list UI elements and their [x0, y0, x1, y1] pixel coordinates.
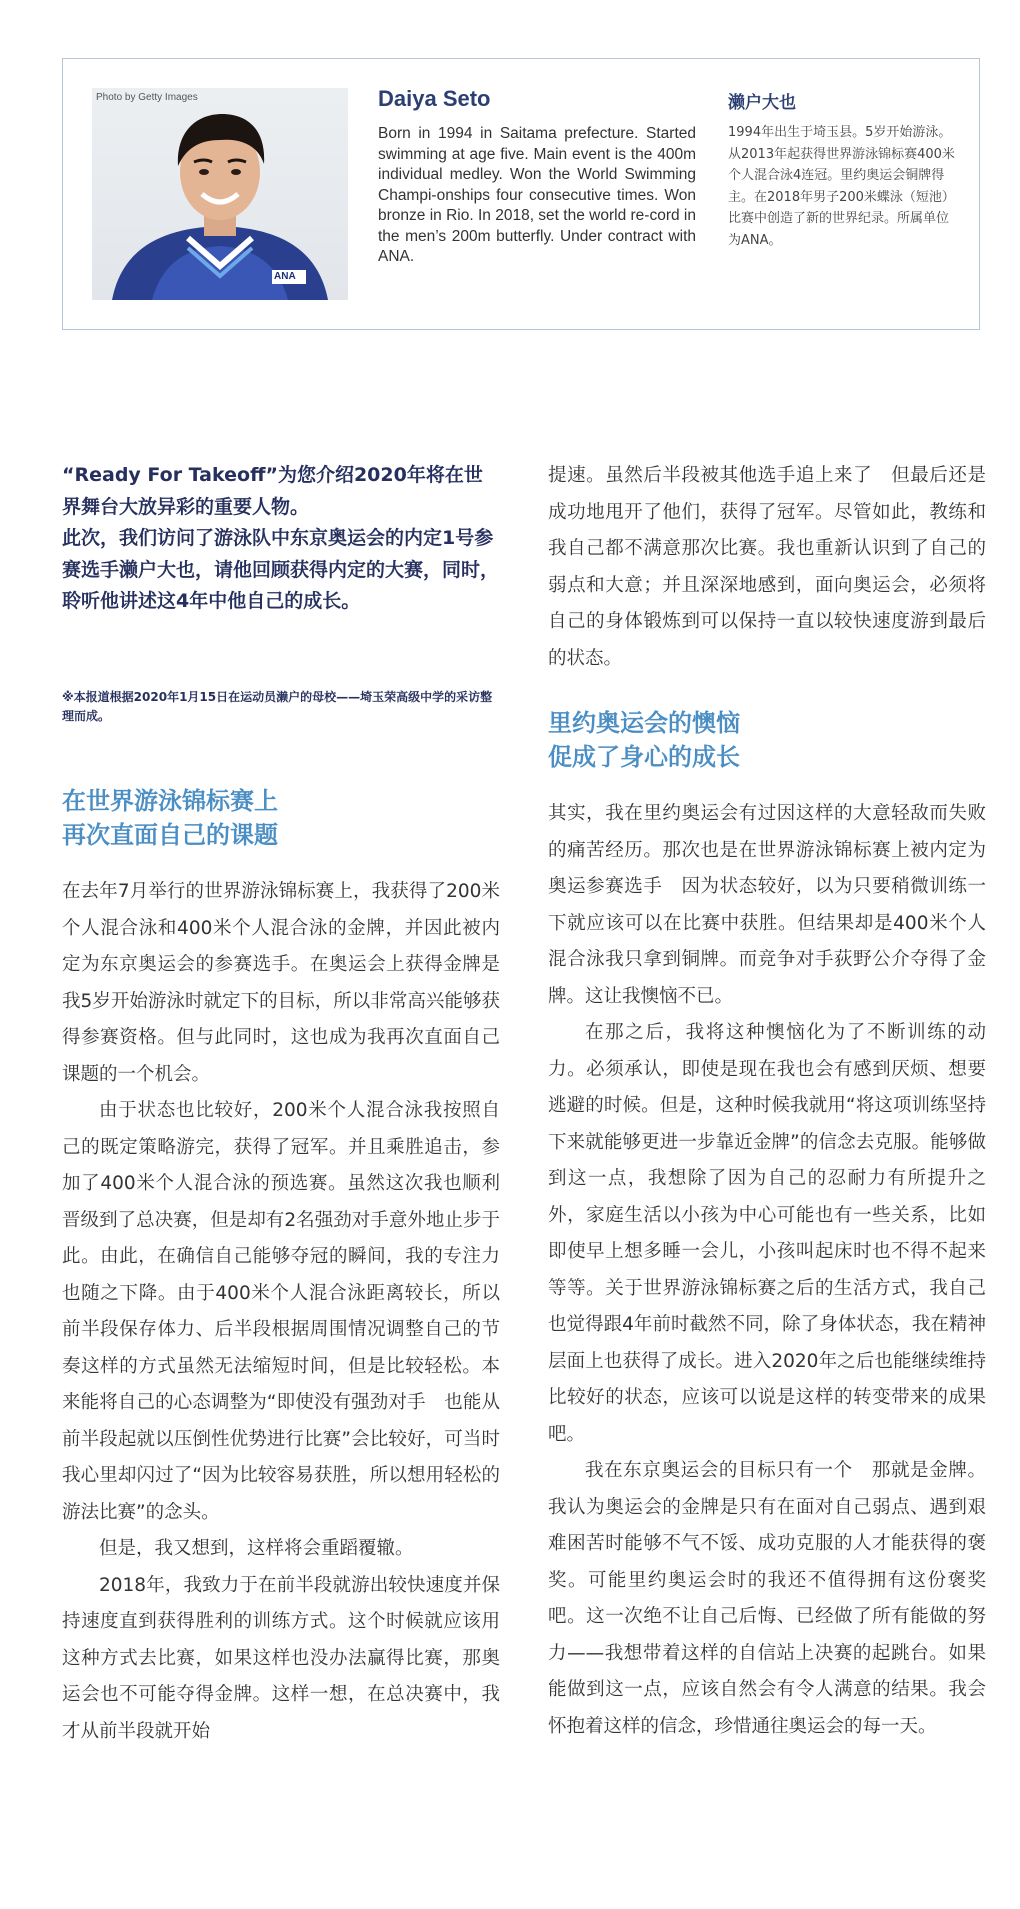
section1-paragraph-4-continued: 提速。虽然后半段被其他选手追上来了 但最后还是成功地甩开了他们，获得了冠军。尽管如此，教练和我自己都不满意那次比赛。我也重新认识到了自己的弱点和大意；并且深深地感到，面向奥运会，必须将自己的身体锻炼到可以保持一直以较快速度游到最后的状态。: [548, 465, 986, 669]
section2-body: [548, 796, 986, 1745]
section1-paragraph-4: 2018年，我致力于在前半段就游出较快速度并保持速度直到获得胜利的训练方式。这个时候就应该用这种方式去比赛，如果这样也没办法赢得比赛，那奥运会也不可能夺得金牌。这样一想，在总决赛中，我才从前半段就开始: [62, 1574, 500, 1742]
athlete-name-en: Daiya Seto: [378, 86, 491, 111]
athlete-bio-zh: 1994年出生于埼玉县。5岁开始游泳。从2013年起获得世界游泳锦标赛400米个人混合泳4连冠。里约奥运会铜牌得主。在2018年男子200米蝶泳（短池）比赛中创造了新的世界纪录。所属单位为ANA。: [728, 125, 955, 248]
section1-paragraph-3: 但是，我又想到，这样将会重蹈覆辙。: [99, 1538, 414, 1559]
athlete-name-zh: 濑户大也: [728, 93, 796, 113]
section2-paragraph-3: 我在东京奥运会的目标只有一个 那就是金牌。我认为奥运会的金牌是只有在面对自己弱点、遇到艰难困苦时能够不气不馁、成功克服的人才能获得的褒奖。可能里约奥运会时的我还不值得拥有这份褒奖吧。这一次绝不让自己后悔、已经做了所有能做的努力——我想带着这样的自信站上决赛的起跳台。如果能做到这一点，应该自然会有令人满意的结果。我会怀抱着这样的信念，珍惜通往奥运会的每一天。: [548, 1460, 986, 1737]
jersey-badge-text: ANA: [274, 271, 296, 282]
athlete-portrait-illustration: [92, 88, 348, 300]
section1-heading: [62, 784, 278, 852]
athlete-bio-en: Born in 1994 in Saitama prefecture. Started swimming at age five. Main event is the 400m individual medley. Won the World Swimming Champi-onships four consecutive times. Won bronze in Rio. In 2018, set the world re-cord in the men’s 200m butterfly. Under contract with ANA.: [378, 125, 696, 265]
section2-heading-line2: 促成了身心的成长: [548, 743, 740, 771]
photo-credit: Photo by Getty Images: [96, 92, 198, 103]
section1-paragraph-2: 由于状态也比较好，200米个人混合泳我按照自己的既定策略游完，获得了冠军。并且乘胜追击，参加了400米个人混合泳的预选赛。虽然这次我也顺利晋级到了总决赛，但是却有2名强劲对手意外地止步于此。由此，在确信自己能够夺冠的瞬间，我的专注力也随之下降。由于400米个人混合泳距离较长，所以前半段保存体力、后半段根据周围情况调整自己的节奏这样的方式虽然无法缩短时间，但是比较轻松。本来能将自己的心态调整为“即使没有强劲对手 也能从前半段起就以压倒性优势进行比赛”会比较好，可当时我心里却闪过了“因为比较容易获胜，所以想用轻松的游法比赛”的念头。: [62, 1100, 500, 1523]
intro-lead: [62, 460, 500, 618]
section2-heading: [548, 706, 740, 774]
section2-paragraph-1: 其实，我在里约奥运会有过因这样的大意轻敌而失败的痛苦经历。那次也是在世界游泳锦标赛上被内定为奥运参赛选手 因为状态较好，以为只要稍微训练一下就应该可以在比赛中获胜。但结果却是400米个人混合泳我只拿到铜牌。而竞争对手荻野公介夺得了金牌。这让我懊恼不已。: [548, 803, 986, 1007]
section1-heading-line2: 再次直面自己的课题: [62, 821, 278, 849]
section1-heading-line1: 在世界游泳锦标赛上: [62, 787, 278, 815]
intro-line-2: 此次，我们访问了游泳队中东京奥运会的内定1号参赛选手濑户大也，请他回顾获得内定的大赛，同时，聆听他讲述这4年中他自己的成长。: [62, 527, 500, 612]
section1-body-continued: [548, 458, 986, 677]
section2-heading-line1: 里约奥运会的懊恼: [548, 709, 740, 737]
athlete-photo: [92, 88, 348, 300]
section1-body: [62, 874, 500, 1750]
intro-line-1: “Ready For Takeoff”为您介绍2020年将在世界舞台大放异彩的重要人物。: [62, 464, 483, 518]
interview-note: ※本报道根据2020年1月15日在运动员濑户的母校——埼玉荣高级中学的采访整理而成。: [62, 690, 493, 723]
section1-paragraph-1: 在去年7月举行的世界游泳锦标赛上，我获得了200米个人混合泳和400米个人混合泳的金牌，并因此被内定为东京奥运会的参赛选手。在奥运会上获得金牌是我5岁开始游泳时就定下的目标，所以非常高兴能够获得参赛资格。但与此同时，这也成为我再次直面自己课题的一个机会。: [62, 881, 500, 1085]
section2-paragraph-2: 在那之后，我将这种懊恼化为了不断训练的动力。必须承认，即使是现在我也会有感到厌烦、想要逃避的时候。但是，这种时候我就用“将这项训练坚持下来就能够更进一步靠近金牌”的信念去克服。能够做到这一点，我想除了因为自己的忍耐力有所提升之外，家庭生活以小孩为中心可能也有一些关系，比如即使早上想多睡一会儿，小孩叫起床时也不得不起来等等。关于世界游泳锦标赛之后的生活方式，我自己也觉得跟4年前时截然不同，除了身体状态，我在精神层面上也获得了成长。进入2020年之后也能继续维持比较好的状态，应该可以说是这样的转变带来的成果吧。: [548, 1022, 986, 1445]
